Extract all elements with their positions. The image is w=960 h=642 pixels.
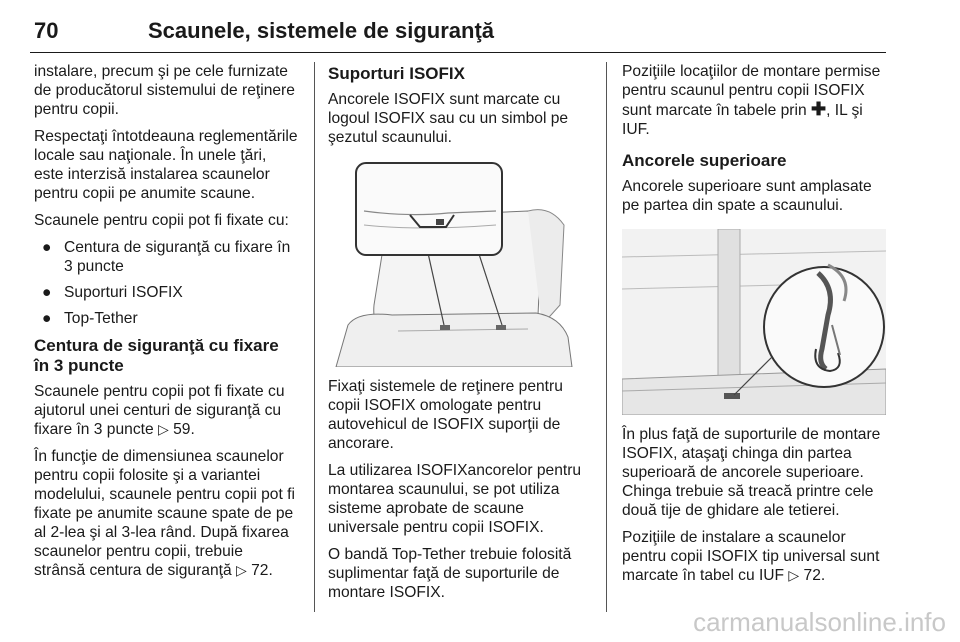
paragraph: Ancorele superioare sunt amplasate pe partea din spate a scaunului. <box>622 178 872 214</box>
watermark: carmanualsonline.info <box>693 607 946 637</box>
paragraph <box>622 528 888 585</box>
paragraph-text: , IL şi IUF. <box>622 102 863 138</box>
list-item-text: Centura de siguranţă cu fixare în 3 puncte <box>64 239 291 275</box>
list-item <box>34 309 298 328</box>
paragraph: Scaunele pentru copii pot fi fixate cu: <box>34 212 289 229</box>
paragraph: Respectaţi întotdeauna reglementările locale sau naţionale. În unele ţări, este interzisă instalarea scaunelor pentru copii pe anumite scaune. <box>34 128 298 202</box>
list-item <box>34 238 298 276</box>
column-3 <box>622 62 888 593</box>
column-2 <box>328 62 592 610</box>
paragraph: O bandă Top-Tether trebuie folosită suplimentar faţă de suporturile de montare ISOFIX. <box>328 546 572 601</box>
paragraph: La utilizarea ISOFIXancorelor pentru montarea scaunului, se pot utiliza sisteme aprobate de scaune universale pentru copii ISOFIX. <box>328 462 582 536</box>
column-divider <box>606 62 607 612</box>
page-number: 70 <box>34 18 59 43</box>
page-header <box>30 16 886 50</box>
paragraph-text: Poziţiile de instalare a scaunelor pentru copii ISOFIX tip universal sunt marcate în tabel cu IUF <box>622 529 880 584</box>
bullet-icon: ● <box>42 239 52 256</box>
paragraph-text: Poziţiile locaţiilor de montare permise pentru scaunul pentru copii ISOFIX sunt marcate în tabele prin <box>622 63 881 119</box>
paragraph <box>34 447 298 580</box>
callout-box <box>356 163 502 255</box>
header-rule <box>30 52 886 53</box>
paragraph: instalare, precum şi pe cele furnizate de producătorul sistemului de reţinere pentru copii. <box>34 63 295 118</box>
page-reference-link[interactable]: 59. <box>173 421 195 438</box>
section-heading: Ancorele superioare <box>622 151 787 170</box>
top-tether-anchor-illustration <box>622 229 886 415</box>
column-divider <box>314 62 315 612</box>
list-item-text: Top-Tether <box>64 310 138 327</box>
list-item <box>34 283 298 302</box>
isofix-anchor-illustration <box>328 155 592 367</box>
paragraph-text: Scaunele pentru copii pot fi fixate cu ajutorul unei centuri de siguranţă cu fixare în 3 puncte <box>34 383 285 438</box>
reference-arrow-icon: ▷ <box>788 567 800 583</box>
paragraph <box>622 62 888 139</box>
list-item-text: Suporturi ISOFIX <box>64 284 183 301</box>
bullet-icon: ● <box>42 310 52 327</box>
section-heading: Centura de siguranţă cu fixare în 3 puncte <box>34 336 279 375</box>
isofix-anchor-mark <box>496 325 506 330</box>
paragraph: Ancorele ISOFIX sunt marcate cu logoul ISOFIX sau cu un simbol pe şezutul scaunului. <box>328 91 569 146</box>
chapter-title: Scaunele, sistemele de siguranţă <box>148 18 495 43</box>
column-1 <box>34 62 298 588</box>
section-heading: Suporturi ISOFIX <box>328 64 465 83</box>
paragraph: Fixaţi sistemele de reţinere pentru copii ISOFIX omologate pentru autovehicul de ISOFIX suporţii de ancorare. <box>328 378 563 452</box>
fixing-methods-list <box>34 238 298 328</box>
isofix-anchor-mark <box>440 325 450 330</box>
paragraph-text: În funcţie de dimensiunea scaunelor pentru copii folosite şi a variantei modelului, scaunele pentru copii pot fi fixate pe anumite scaune spate de pe al 2-lea şi al 3-lea rând. După fixarea scaunelor pentru copii, trebuie strânsă centura de siguranţă <box>34 448 295 579</box>
reference-arrow-icon: ▷ <box>235 562 247 578</box>
plus-icon: ✚ <box>810 99 827 119</box>
top-tether-anchor <box>724 393 740 399</box>
paragraph <box>34 382 298 439</box>
page-reference-link[interactable]: 72. <box>803 567 826 584</box>
page-reference-link[interactable]: 72. <box>251 562 273 579</box>
paragraph: În plus faţă de suporturile de montare ISOFIX, ataşaţi chinga din partea superioară de ancorele superioare. Chinga trebuie să treacă printre cele două tije de ghidare ale tetierei. <box>622 426 881 519</box>
reference-arrow-icon: ▷ <box>157 421 169 437</box>
bullet-icon: ● <box>42 284 52 301</box>
